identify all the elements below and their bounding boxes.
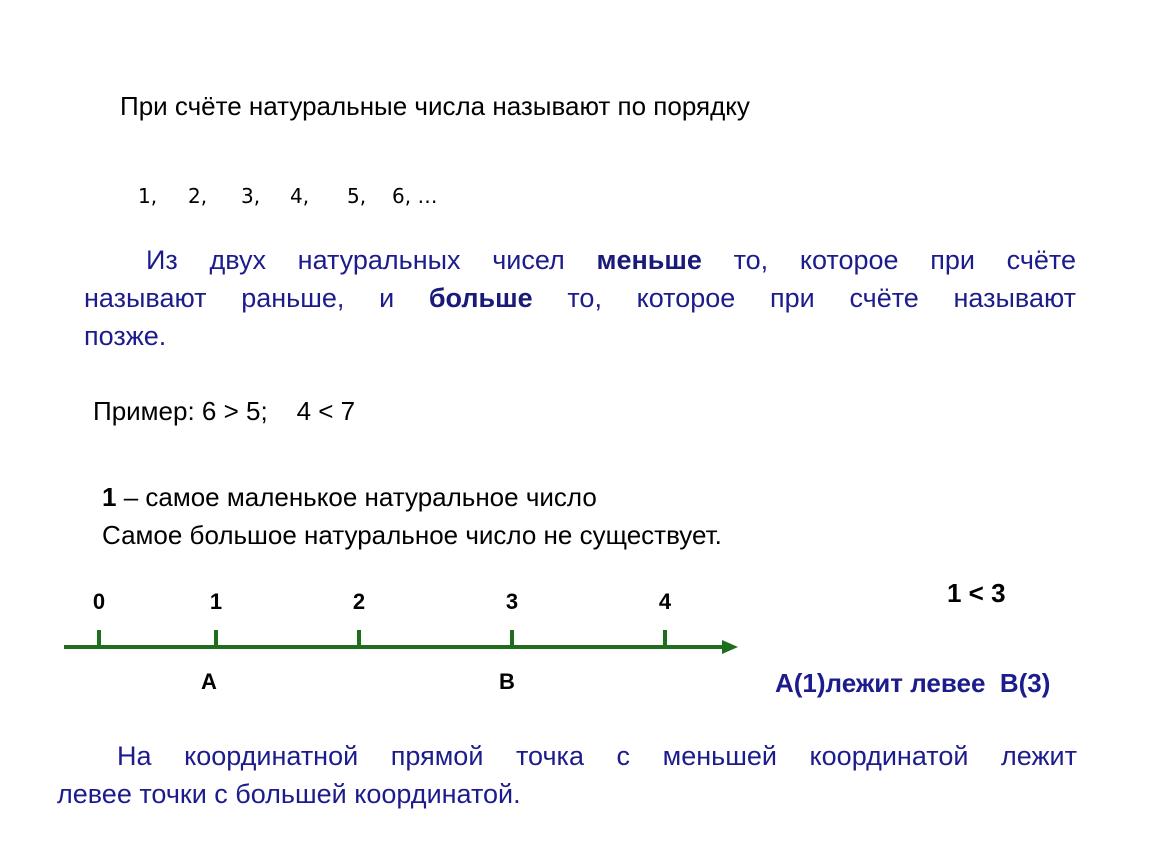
seq-item: 3, <box>241 184 261 208</box>
ticks <box>99 630 665 647</box>
conclusion-line-1: На координатной прямой точка с меньшей координатой лежит <box>117 741 1077 771</box>
seq-item: 1, <box>138 184 158 208</box>
tick-label: 1 <box>209 589 223 614</box>
rule-bold-less: меньше <box>596 245 702 275</box>
seq-item: 4, <box>290 184 310 208</box>
seq-item: 6, … <box>392 184 438 208</box>
rule-line-3: позже. <box>84 321 167 351</box>
seq-item: 2, <box>188 184 208 208</box>
seq-item: 5, <box>347 184 367 208</box>
position-note: A(1)лежит левее B(3) <box>775 668 1051 698</box>
rule-line-2: называют раньше, и больше то, которое при счёте называют <box>84 283 1076 313</box>
tick-label: 0 <box>92 589 106 614</box>
intro-text: При счёте натуральные числа называют по порядку <box>120 91 750 121</box>
rule-line-1: Из двух натуральных чисел меньше то, которое при счёте <box>146 245 1076 275</box>
point-label-b: B <box>499 669 515 694</box>
conclusion-line-2: левее точки с большей координатой. <box>57 779 521 809</box>
rule-bold-greater: больше <box>428 283 533 313</box>
tick-label: 2 <box>352 589 366 614</box>
no-largest-text: Самое большое натуральное число не существует. <box>102 520 722 550</box>
conclusion-text <box>57 737 1077 813</box>
point-label-a: A <box>201 669 217 694</box>
example-text: Пример: 6 > 5; 4 < 7 <box>93 396 356 426</box>
tick-label: 3 <box>505 589 519 614</box>
comparison-label: 1 < 3 <box>947 578 1006 608</box>
axis-arrow-icon <box>722 640 738 654</box>
tick-label: 4 <box>658 589 672 614</box>
smallest-number-text: 1 – самое маленькое натуральное число Самое большое натуральное число не существует. <box>102 478 722 554</box>
